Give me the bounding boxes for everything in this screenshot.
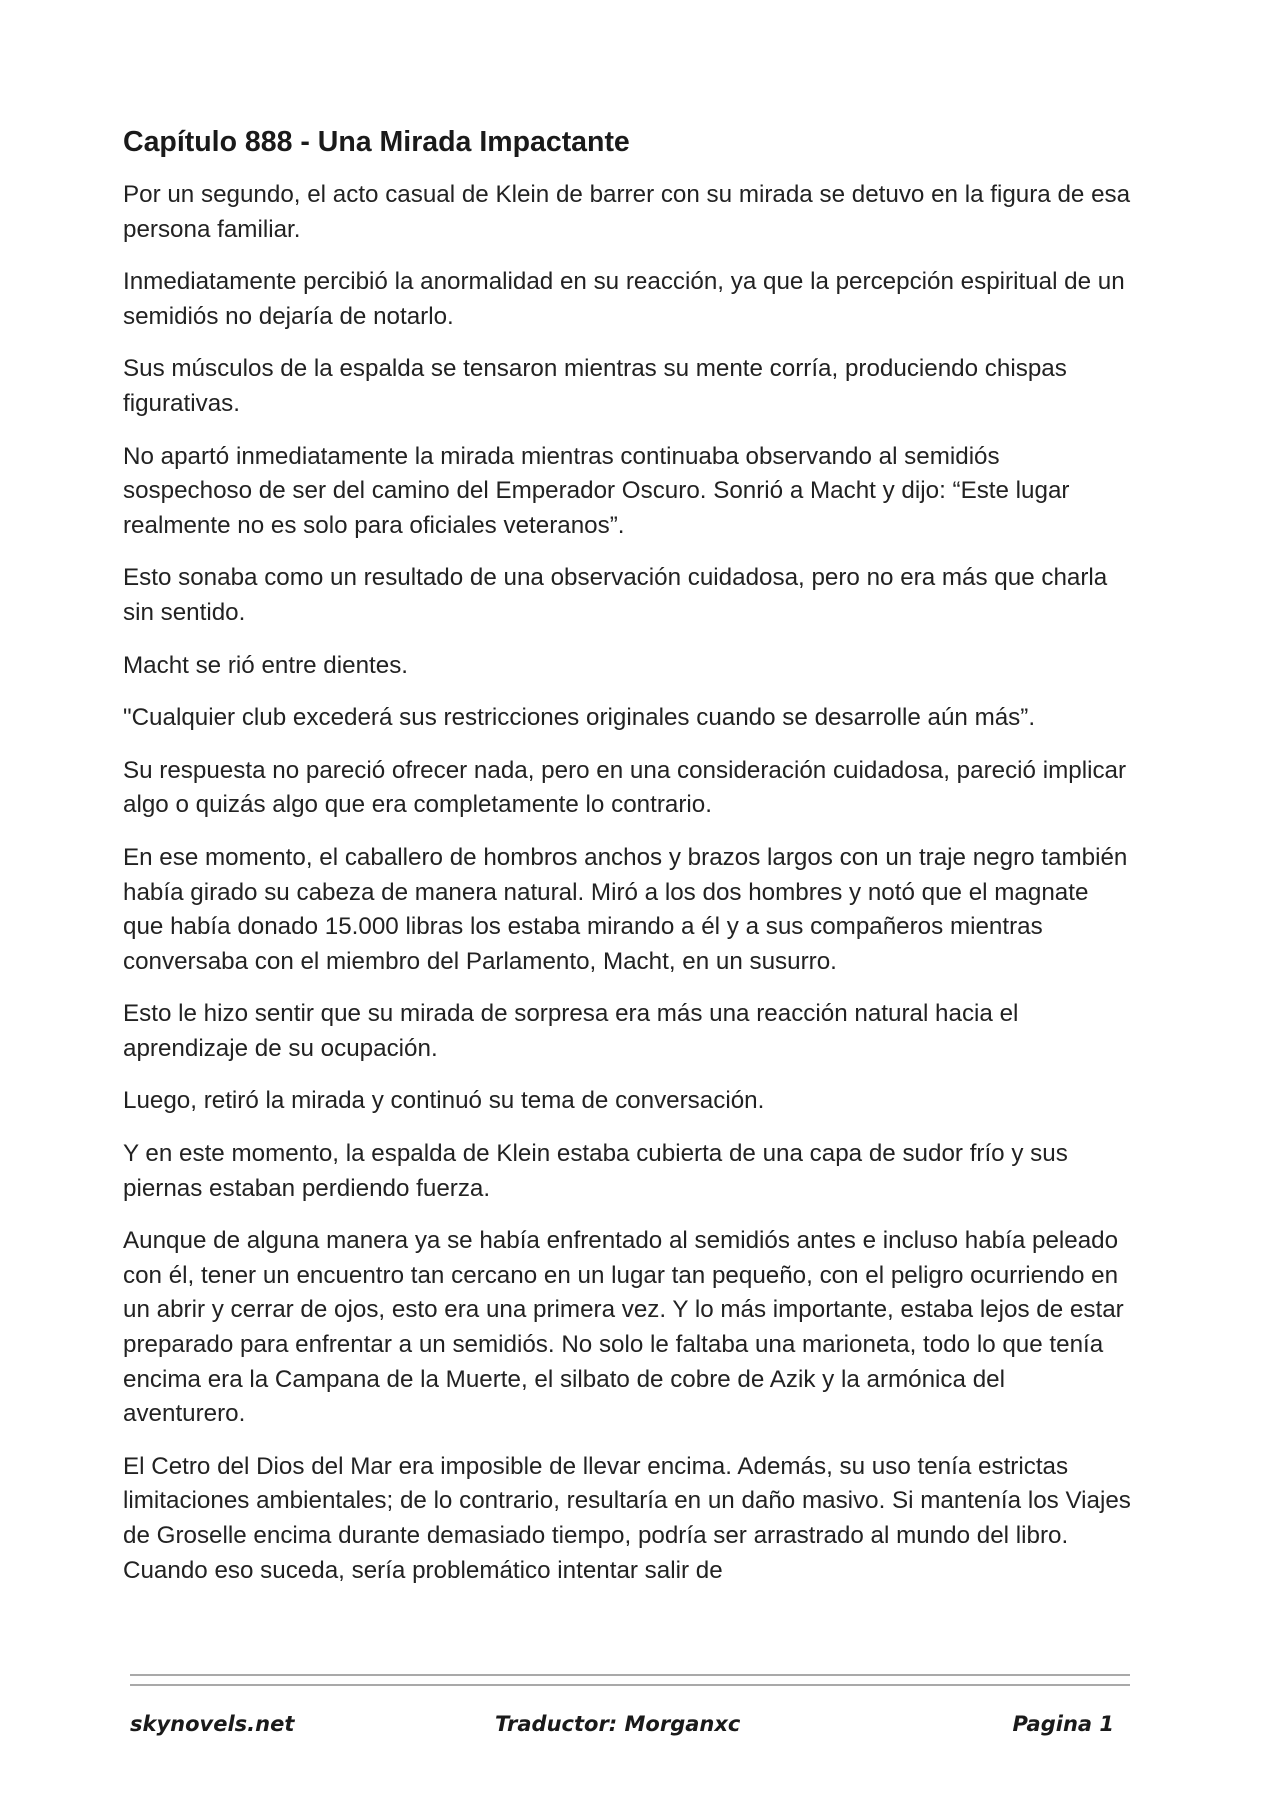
paragraph-5: Esto sonaba como un resultado de una observación cuidadosa, pero no era más que charla sin sentido. xyxy=(123,564,1108,626)
paragraph-10: Esto le hizo sentir que su mirada de sorpresa era más una reacción natural hacia el aprendizaje de su ocupación. xyxy=(123,1000,1019,1062)
paragraph-11: Luego, retiró la mirada y continuó su tema de conversación. xyxy=(123,1087,765,1115)
footer-site: skynovels.net xyxy=(130,1712,295,1736)
paragraph-14: El Cetro del Dios del Mar era imposible de llevar encima. Además, su uso tenía estrictas limitaciones ambientales; de lo contrario, resultaría en un daño masivo. Si mantenía los Viajes de Groselle encima durante demasiado tiempo, podría ser arrastrado al mundo del libro. Cuando eso suceda, sería problemático intentar salir de xyxy=(123,1452,1131,1584)
paragraph-4: No apartó inmediatamente la mirada mientras continuaba observando al semidiós sospechoso de ser del camino del Emperador Oscuro. Sonrió a Macht y dijo: “Este lugar realmente no es solo para oficiales veteranos”. xyxy=(123,442,1070,539)
paragraph-9: En ese momento, el caballero de hombros anchos y brazos largos con un traje negro también había girado su cabeza de manera natural. Miró a los dos hombres y notó que el magnate que había donado 15.000 libras los estaba mirando a él y a sus compañeros mientras conversaba con el miembro del Parlamento, Macht, en un susurro. xyxy=(123,843,1128,975)
paragraph-6: Macht se rió entre dientes. xyxy=(123,651,409,679)
chapter-title: Capítulo 888 - Una Mirada Impactante xyxy=(123,126,630,158)
paragraph-7: "Cualquier club excederá sus restricciones originales cuando se desarrolle aún más”. xyxy=(123,704,1036,732)
page-footer xyxy=(130,1712,1130,1752)
footer-translator: Traductor: Morganxc xyxy=(495,1712,741,1736)
paragraph-8: Su respuesta no pareció ofrecer nada, pero en una consideración cuidadosa, pareció implicar algo o quizás algo que era completamente lo contrario. xyxy=(123,756,1127,819)
paragraph-2: Inmediatamente percibió la anormalidad en su reacción, ya que la percepción espiritual de un semidiós no dejaría de notarlo. xyxy=(123,268,1125,330)
paragraph-3: Sus músculos de la espalda se tensaron mientras su mente corría, produciendo chispas figurativas. xyxy=(123,355,1067,417)
paragraph-12: Y en este momento, la espalda de Klein estaba cubierta de una capa de sudor frío y sus piernas estaban perdiendo fuerza. xyxy=(123,1140,1068,1202)
document-body xyxy=(123,118,1133,1606)
footer-divider-top xyxy=(130,1674,1130,1676)
paragraph-1: Por un segundo, el acto casual de Klein de barrer con su mirada se detuvo en la figura de esa persona familiar. xyxy=(123,181,1131,243)
footer-divider-bottom xyxy=(130,1684,1130,1686)
footer-page-number: Pagina 1 xyxy=(1012,1712,1114,1736)
paragraph-13: Aunque de alguna manera ya se había enfrentado al semidiós antes e incluso había peleado con él, tener un encuentro tan cercano en un lugar tan pequeño, con el peligro ocurriendo en un abrir y cerrar de ojos, esto era una primera vez. Y lo más importante, estaba lejos de estar preparado para enfrentar a un semidiós. No solo le faltaba una marioneta, todo lo que tenía encima era la Campana de la Muerte, el silbato de cobre de Azik y la armónica del aventurero. xyxy=(123,1227,1124,1428)
